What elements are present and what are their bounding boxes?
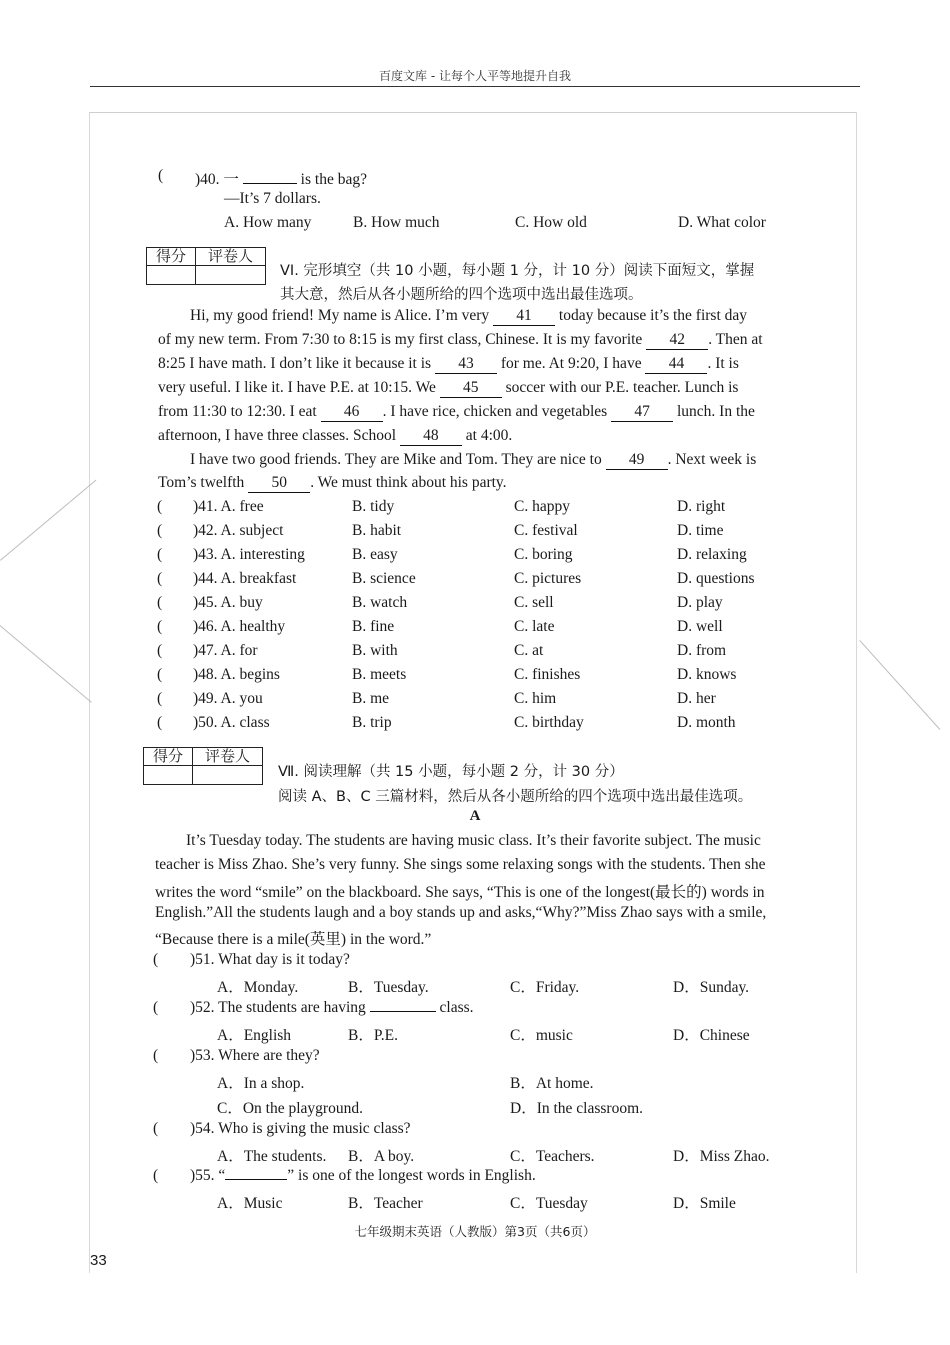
option-b: B. meets: [352, 666, 407, 683]
option-c: C．Teachers.: [510, 1148, 595, 1165]
passage-line: writes the word “smile” on the blackboard. She says, “This is one of the longest(最长的) words in: [155, 884, 765, 901]
question-stem: [195, 167, 367, 189]
answer-paren: (: [157, 618, 163, 635]
option-a: A．Monday.: [217, 979, 299, 996]
line-text: . I have rice, chicken and vegetables: [382, 403, 608, 420]
option-b: B．A boy.: [348, 1148, 415, 1165]
page-number: 33: [90, 1252, 107, 1269]
passage-line: [190, 307, 747, 326]
option-d: D. right: [677, 498, 726, 515]
option-d: D．Chinese: [673, 1027, 750, 1044]
passage-line: teacher is Miss Zhao. She’s very funny. She sings some relaxing songs with the students. Then she: [155, 856, 766, 873]
option-d: D．Miss Zhao.: [673, 1148, 770, 1165]
stem-end: ” is one of the longest words in English.: [287, 1167, 536, 1184]
option-b: B. me: [352, 690, 390, 707]
option-a: )44. A. breakfast: [193, 570, 297, 587]
blank-46: 46: [321, 403, 383, 422]
option-d: D. questions: [677, 570, 755, 587]
page-footer: 七年级期末英语（人教版）第3页（共6页）: [354, 1224, 596, 1239]
line-text: . It is: [707, 355, 739, 372]
stem-end: class.: [439, 999, 474, 1016]
line-text: I have two good friends. They are Mike and Tom. They are nice to: [190, 451, 602, 468]
option-a: )49. A. you: [193, 690, 263, 707]
line-text: for me. At 9:20, I have: [500, 355, 642, 372]
answer-paren: (: [153, 1120, 159, 1137]
passage-line: [158, 379, 738, 398]
line-text: . Then at: [708, 331, 763, 348]
option-d: D. month: [677, 714, 736, 731]
question-52-stem: [190, 999, 474, 1017]
question-54-stem: )54. Who is giving the music class?: [190, 1120, 411, 1137]
answer-blank: [243, 183, 297, 184]
answer-paren: (: [153, 999, 159, 1016]
option-b: B. science: [352, 570, 416, 587]
blank-45: 45: [440, 379, 502, 398]
passage-line: It’s Tuesday today. The students are having music class. It’s their favorite subject. The music: [186, 832, 761, 849]
question-stem-text: )40. 一: [195, 171, 239, 188]
passage-line: [158, 427, 512, 446]
line-text: . Next week is: [667, 451, 757, 468]
option-a: A．Music: [217, 1195, 283, 1212]
option-a: A．In a shop.: [217, 1075, 305, 1092]
score-label: 得分: [144, 748, 193, 766]
blank-43: 43: [435, 355, 497, 374]
option-b: B. easy: [352, 546, 398, 563]
line-text: afternoon, I have three classes. School: [158, 427, 397, 444]
answer-paren: (: [153, 1047, 159, 1064]
option-d: D. time: [677, 522, 724, 539]
line-text: . We must think about his party.: [310, 474, 507, 491]
answer-line: —It’s 7 dollars.: [224, 190, 321, 207]
option-a: )43. A. interesting: [193, 546, 305, 563]
option-a: )47. A. for: [193, 642, 258, 659]
option-a: )46. A. healthy: [193, 618, 286, 635]
option-b: B. with: [352, 642, 398, 659]
answer-paren: (: [158, 167, 164, 184]
option-b: B．At home.: [510, 1075, 594, 1092]
option-a: A. How many: [224, 214, 312, 231]
passage-line: “Because there is a mile(英里) in the word.”: [155, 931, 432, 948]
line-text: Hi, my good friend! My name is Alice. I’m very: [190, 307, 490, 324]
option-c: C．Friday.: [510, 979, 580, 996]
answer-paren: (: [157, 642, 163, 659]
answer-paren: (: [157, 570, 163, 587]
blank-48: 48: [400, 427, 462, 446]
option-c: C．music: [510, 1027, 573, 1044]
option-c: C. boring: [514, 546, 573, 563]
option-d: D．In the classroom.: [510, 1100, 644, 1117]
line-text: lunch. In the: [676, 403, 755, 420]
option-b: B. tidy: [352, 498, 395, 515]
option-c: C. finishes: [514, 666, 581, 683]
option-a: A．English: [217, 1027, 292, 1044]
option-d: D. from: [677, 642, 727, 659]
blank-47: 47: [611, 403, 673, 422]
option-b: B. trip: [352, 714, 392, 731]
option-b: B. fine: [352, 618, 395, 635]
header-rule: [90, 86, 860, 87]
option-c: C. birthday: [514, 714, 584, 731]
line-text: 8:25 I have math. I don’t like it because it is: [158, 355, 432, 372]
option-a: A．The students.: [217, 1148, 327, 1165]
fold-line: [0, 625, 92, 703]
score-box-divider: [192, 766, 193, 784]
section-6-title: VI. 完形填空（共 10 小题，每小题 1 分，计 10 分）阅读下面短文，掌握: [280, 263, 755, 279]
score-box-divider: [195, 266, 196, 284]
option-b: B. habit: [352, 522, 402, 539]
line-text: from 11:30 to 12:30. I eat: [158, 403, 317, 420]
option-a: )42. A. subject: [193, 522, 284, 539]
option-b: B．Tuesday.: [348, 979, 429, 996]
passage-line: [158, 403, 755, 422]
option-b: B．Teacher: [348, 1195, 423, 1212]
option-a: )50. A. class: [193, 714, 270, 731]
option-b: B. watch: [352, 594, 408, 611]
answer-paren: (: [153, 1167, 159, 1184]
grader-label: 评卷人: [193, 748, 262, 766]
answer-paren: (: [157, 522, 163, 539]
stem-text: )52. The students are having: [190, 999, 366, 1016]
passage-line: [158, 355, 739, 374]
line-text: today because it’s the first day: [558, 307, 748, 324]
line-text: soccer with our P.E. teacher. Lunch is: [505, 379, 739, 396]
option-a: )41. A. free: [193, 498, 264, 515]
option-d: D. knows: [677, 666, 737, 683]
option-d: D. well: [677, 618, 723, 635]
option-c: C. How old: [515, 214, 587, 231]
option-c: C. sell: [514, 594, 554, 611]
line-text: at 4:00.: [465, 427, 513, 444]
line-text: Tom’s twelfth: [158, 474, 245, 491]
option-d: D. play: [677, 594, 723, 611]
score-box: [143, 747, 263, 785]
grader-label: 评卷人: [196, 248, 265, 266]
option-d: D．Sunday.: [673, 979, 750, 996]
blank-49: 49: [606, 451, 668, 470]
question-55-stem: [190, 1167, 536, 1185]
question-51-stem: )51. What day is it today?: [190, 951, 350, 968]
option-c: C．On the playground.: [217, 1100, 363, 1117]
section-7-instruction: 阅读 A、B、C 三篇材料，然后从各小题所给的四个选项中选出最佳选项。: [278, 789, 753, 805]
passage-line: [190, 451, 756, 470]
blank-42: 42: [646, 331, 708, 350]
answer-blank: [370, 1011, 436, 1012]
answer-blank: [225, 1179, 287, 1180]
passage-line: [158, 331, 763, 350]
passage-label: A: [469, 808, 481, 824]
header-text: 百度文库 - 让每个人平等地提升自我: [379, 69, 571, 83]
fold-line: [0, 480, 96, 561]
option-d: D. relaxing: [677, 546, 747, 563]
answer-paren: (: [157, 498, 163, 515]
option-c: C．Tuesday: [510, 1195, 588, 1212]
option-b: B. How much: [353, 214, 440, 231]
blank-41: 41: [493, 307, 555, 326]
fold-line: [859, 640, 940, 730]
answer-paren: (: [157, 714, 163, 731]
option-d: D. her: [677, 690, 716, 707]
option-b: B．P.E.: [348, 1027, 398, 1044]
answer-paren: (: [157, 690, 163, 707]
section-7-title: Ⅶ. 阅读理解（共 15 小题，每小题 2 分，计 30 分）: [278, 764, 624, 780]
stem-text: )55. “: [190, 1167, 226, 1184]
option-c: C. happy: [514, 498, 570, 515]
answer-paren: (: [157, 666, 163, 683]
option-c: C. pictures: [514, 570, 582, 587]
line-text: very useful. I like it. I have P.E. at 10:15. We: [158, 379, 436, 396]
option-c: C. late: [514, 618, 555, 635]
answer-paren: (: [153, 951, 159, 968]
line-text: of my new term. From 7:30 to 8:15 is my first class, Chinese. It is my favorite: [158, 331, 643, 348]
option-a: )48. A. begins: [193, 666, 280, 683]
section-6-instruction: 其大意，然后从各小题所给的四个选项中选出最佳选项。: [280, 287, 643, 303]
answer-paren: (: [157, 594, 163, 611]
score-label: 得分: [147, 248, 196, 266]
option-d: D. What color: [678, 214, 766, 231]
question-53-stem: )53. Where are they?: [190, 1047, 320, 1064]
option-c: C. at: [514, 642, 544, 659]
option-c: C. him: [514, 690, 557, 707]
answer-paren: (: [157, 546, 163, 563]
score-box: [146, 247, 266, 285]
passage-line: English.”All the students laugh and a boy stands up and asks,“Why?”Miss Zhao says with a smile,: [155, 904, 767, 921]
option-a: )45. A. buy: [193, 594, 263, 611]
passage-line: [158, 474, 507, 493]
blank-44: 44: [645, 355, 707, 374]
blank-50: 50: [248, 474, 310, 493]
option-c: C. festival: [514, 522, 578, 539]
option-d: D．Smile: [673, 1195, 736, 1212]
question-stem-end: is the bag?: [300, 171, 367, 188]
